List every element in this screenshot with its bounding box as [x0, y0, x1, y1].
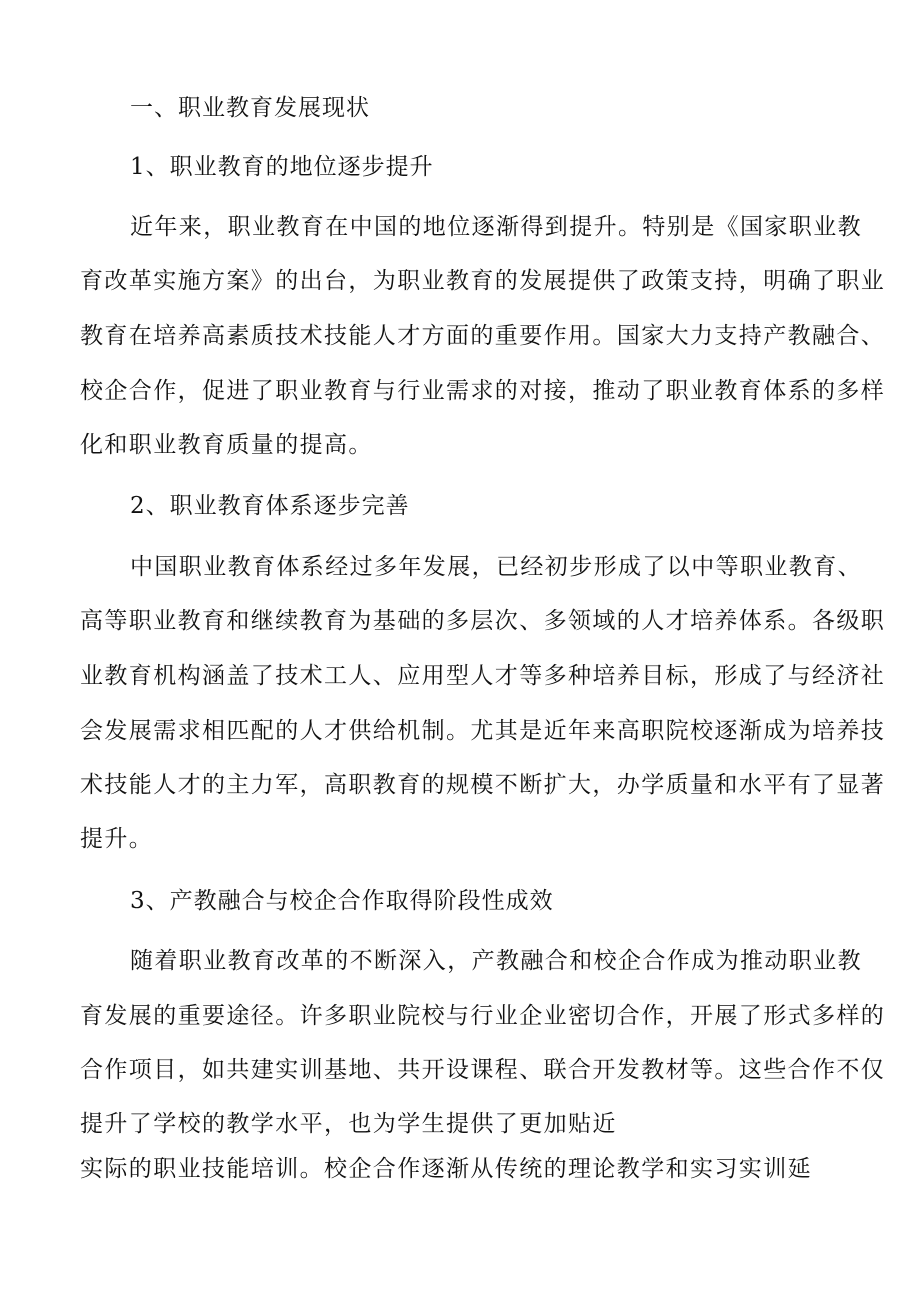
paragraph-line: 中国职业教育体系经过多年发展，已经初步形成了以中等职业教育、	[130, 554, 862, 580]
paragraph-line: 业教育机构涵盖了技术工人、应用型人才等多种培养目标，形成了与经济社	[80, 663, 886, 689]
subsection-heading: 1、职业教育的地位逐步提升	[130, 154, 434, 180]
paragraph-line: 提升。	[80, 826, 154, 852]
paragraph-line: 近年来，职业教育在中国的地位逐渐得到提升。特别是《国家职业教	[130, 214, 862, 240]
paragraph-line: 术技能人才的主力军，高职教育的规模不断扩大，办学质量和水平有了显著	[80, 772, 886, 798]
paragraph-line: 实际的职业技能培训。校企合作逐渐从传统的理论教学和实习实训延	[80, 1156, 812, 1182]
paragraph-line: 高等职业教育和继续教育为基础的多层次、多领域的人才培养体系。各级职	[80, 608, 886, 634]
paragraph-line: 育改革实施方案》的出台，为职业教育的发展提供了政策支持，明确了职业	[80, 268, 886, 294]
section-heading: 一、职业教育发展现状	[130, 95, 370, 121]
paragraph-line: 教育在培养高素质技术技能人才方面的重要作用。国家大力支持产教融合、	[80, 323, 886, 349]
paragraph-line: 会发展需求相匹配的人才供给机制。尤其是近年来高职院校逐渐成为培养技	[80, 718, 886, 744]
paragraph-line: 育发展的重要途径。许多职业院校与行业企业密切合作，开展了形式多样的	[80, 1003, 886, 1029]
paragraph-line: 合作项目，如共建实训基地、共开设课程、联合开发教材等。这些合作不仅	[80, 1057, 886, 1083]
paragraph-line: 提升了学校的教学水平，也为学生提供了更加贴近	[80, 1111, 617, 1137]
paragraph-line: 化和职业教育质量的提高。	[80, 432, 373, 458]
subsection-heading: 2、职业教育体系逐步完善	[130, 493, 410, 519]
paragraph-line: 校企合作，促进了职业教育与行业需求的对接，推动了职业教育体系的多样	[80, 378, 886, 404]
subsection-heading: 3、产教融合与校企合作取得阶段性成效	[130, 888, 554, 914]
paragraph-line: 随着职业教育改革的不断深入，产教融合和校企合作成为推动职业教	[130, 948, 862, 974]
